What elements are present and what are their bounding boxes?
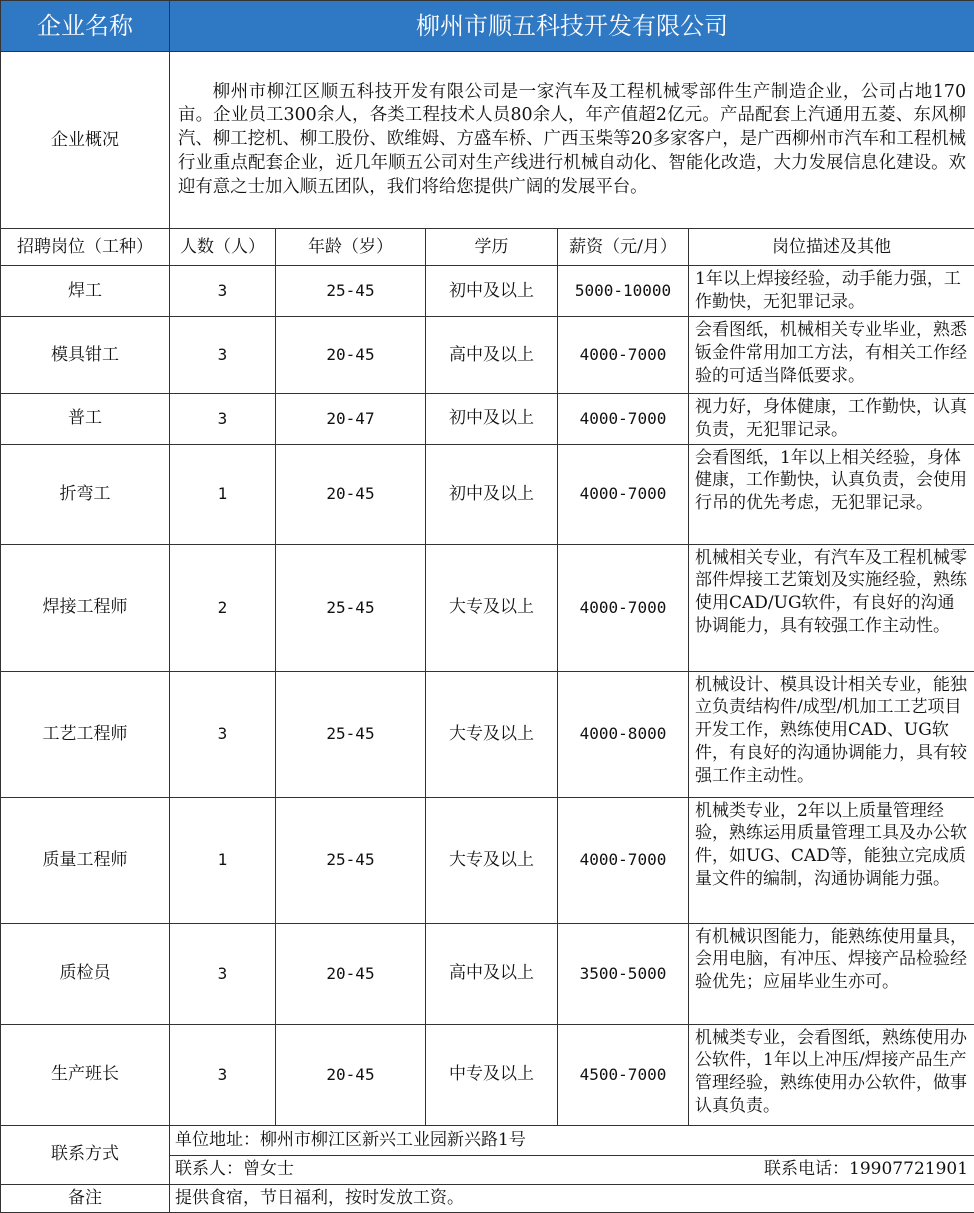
job-title: 折弯工	[1, 444, 170, 544]
table-row	[1, 444, 974, 544]
job-age: 25-45	[276, 797, 426, 923]
table-row	[1, 923, 974, 1024]
job-description: 视力好，身体健康，工作勤快，认真负责，无犯罪记录。	[689, 394, 974, 445]
job-age: 25-45	[276, 266, 426, 317]
job-age: 25-45	[276, 544, 426, 671]
job-salary: 3500-5000	[558, 923, 689, 1024]
job-education: 初中及以上	[426, 394, 558, 445]
job-title: 质量工程师	[1, 797, 170, 923]
header-row	[1, 1, 974, 52]
contact-phone: 联系电话：19907721901	[764, 1159, 969, 1180]
job-count: 1	[170, 444, 276, 544]
contact-person: 联系人：曾女士	[175, 1159, 294, 1180]
job-salary: 4000-7000	[558, 544, 689, 671]
job-title: 工艺工程师	[1, 671, 170, 797]
job-age: 20-45	[276, 1024, 426, 1125]
job-description: 机械相关专业，有汽车及工程机械零部件焊接工艺策划及实施经验，熟练使用CAD/UG软件，有良好的沟通协调能力，具有较强工作主动性。	[689, 544, 974, 671]
table-row	[1, 797, 974, 923]
table-row	[1, 266, 974, 317]
table-row	[1, 1024, 974, 1125]
job-count: 1	[170, 797, 276, 923]
job-education: 大专及以上	[426, 671, 558, 797]
job-count: 3	[170, 923, 276, 1024]
overview-label: 企业概况	[1, 52, 170, 229]
job-count: 3	[170, 394, 276, 445]
job-title: 生产班长	[1, 1024, 170, 1125]
job-title: 普工	[1, 394, 170, 445]
job-count: 3	[170, 671, 276, 797]
job-description: 机械类专业，会看图纸，熟练使用办公软件，1年以上冲压/焊接产品生产管理经验，熟练使用办公软件，做事认真负责。	[689, 1024, 974, 1125]
job-education: 中专及以上	[426, 1024, 558, 1125]
job-count: 2	[170, 544, 276, 671]
job-salary: 4000-7000	[558, 444, 689, 544]
col-header-position: 招聘岗位（工种）	[1, 229, 170, 266]
job-title: 质检员	[1, 923, 170, 1024]
table-row	[1, 544, 974, 671]
job-age: 20-47	[276, 394, 426, 445]
job-title: 模具钳工	[1, 317, 170, 394]
job-description: 会看图纸，机械相关专业毕业，熟悉钣金件常用加工方法，有相关工作经验的可适当降低要求。	[689, 317, 974, 394]
company-name: 柳州市顺五科技开发有限公司	[170, 1, 974, 52]
col-header-count: 人数（人）	[170, 229, 276, 266]
company-name-label: 企业名称	[1, 1, 170, 52]
job-age: 25-45	[276, 671, 426, 797]
col-header-age: 年龄（岁）	[276, 229, 426, 266]
table-row	[1, 671, 974, 797]
job-description: 机械类专业，2年以上质量管理经验，熟练运用质量管理工具及办公软件，如UG、CAD等，能独立完成质量文件的编制，沟通协调能力强。	[689, 797, 974, 923]
contact-label: 联系方式	[1, 1125, 170, 1184]
job-description: 机械设计、模具设计相关专业，能独立负责结构件/成型/机加工工艺项目开发工作，熟练使用CAD、UG软件，有良好的沟通协调能力，具有较强工作主动性。	[689, 671, 974, 797]
contact-address-row	[1, 1125, 974, 1155]
job-education: 大专及以上	[426, 797, 558, 923]
job-education: 初中及以上	[426, 444, 558, 544]
job-salary: 5000-10000	[558, 266, 689, 317]
job-title: 焊接工程师	[1, 544, 170, 671]
job-salary: 4000-7000	[558, 317, 689, 394]
job-salary: 4000-7000	[558, 394, 689, 445]
job-age: 20-45	[276, 317, 426, 394]
table-row	[1, 317, 974, 394]
job-salary: 4000-7000	[558, 797, 689, 923]
remarks-text: 提供食宿，节日福利，按时发放工资。	[170, 1184, 974, 1212]
overview-row	[1, 52, 974, 229]
column-header-row	[1, 229, 974, 266]
job-age: 20-45	[276, 444, 426, 544]
job-description: 1年以上焊接经验，动手能力强，工作勤快，无犯罪记录。	[689, 266, 974, 317]
contact-address: 单位地址：柳州市柳江区新兴工业园新兴路1号	[170, 1125, 974, 1155]
table-row	[1, 394, 974, 445]
remarks-label: 备注	[1, 1184, 170, 1212]
job-education: 高中及以上	[426, 317, 558, 394]
remarks-row	[1, 1184, 974, 1212]
job-description: 有机械识图能力，能熟练使用量具，会用电脑，有冲压、焊接产品检验经验优先；应届毕业生亦可。	[689, 923, 974, 1024]
job-title: 焊工	[1, 266, 170, 317]
job-salary: 4000-8000	[558, 671, 689, 797]
job-education: 大专及以上	[426, 544, 558, 671]
job-description: 会看图纸，1年以上相关经验，身体健康，工作勤快，认真负责，会使用行吊的优先考虑，无犯罪记录。	[689, 444, 974, 544]
job-education: 初中及以上	[426, 266, 558, 317]
job-count: 3	[170, 1024, 276, 1125]
col-header-education: 学历	[426, 229, 558, 266]
job-count: 3	[170, 266, 276, 317]
col-header-salary: 薪资（元/月）	[558, 229, 689, 266]
job-salary: 4500-7000	[558, 1024, 689, 1125]
job-count: 3	[170, 317, 276, 394]
job-age: 20-45	[276, 923, 426, 1024]
overview-text: 柳州市柳江区顺五科技开发有限公司是一家汽车及工程机械零部件生产制造企业，公司占地170亩。企业员工300余人，各类工程技术人员80余人，年产值超2亿元。产品配套上汽通用五菱、东风柳汽、柳工挖机、柳工股份、欧维姆、方盛车桥、广西玉柴等20多家客户，是广西柳州市汽车和工程机械行业重点配套企业，近几年顺五公司对生产线进行机械自动化、智能化改造，大力发展信息化建设。欢迎有意之士加入顺五团队，我们将给您提供广阔的发展平台。	[170, 52, 974, 229]
col-header-description: 岗位描述及其他	[689, 229, 974, 266]
job-education: 高中及以上	[426, 923, 558, 1024]
